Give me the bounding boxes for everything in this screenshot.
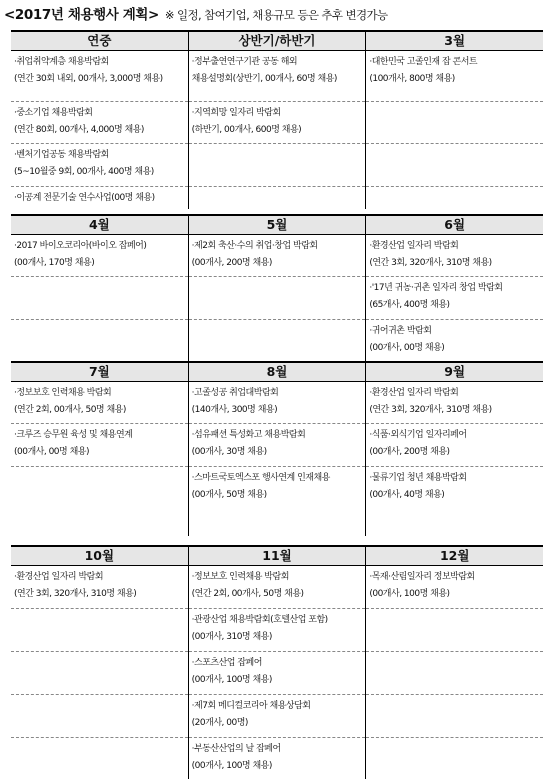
event-detail: (100개사, 800명 채용) [369,74,455,84]
table-body [11,51,543,209]
event-cell [11,144,188,187]
period-column [189,235,367,363]
period-header: 10월 [11,547,189,565]
event-detail: (00개사, 00명 채용) [369,343,445,353]
event-cell [189,467,366,510]
period-header: 연중 [11,32,189,50]
event-cell [189,424,366,467]
event-detail: (하반기, 00개사, 600명 채용) [191,125,302,135]
event-cell [366,382,543,424]
event-name: ·취업취약계층 채용박람회 [14,57,109,67]
event-name: ·환경산업 일자리 박람회 [369,388,459,398]
event-cell [189,738,366,779]
event-cell [189,102,366,144]
period-column [11,235,189,363]
event-name: ·식품·외식기업 일자리페어 [369,430,467,440]
period-column [11,566,189,779]
event-cell [11,382,188,424]
event-detail: (5~10월중 9회, 00개사, 400명 채용) [14,167,154,177]
event-name: ·관광산업 채용박람회(호텔산업 포함) [191,615,328,625]
period-column [189,51,367,209]
event-cell [11,51,188,102]
event-detail: (연간 30회 내외, 00개사, 3,000명 채용) [14,74,163,84]
event-cell [189,187,366,209]
period-column [366,382,543,536]
event-cell [366,652,543,695]
period-header: 9월 [444,364,466,379]
event-cell [366,467,543,510]
event-detail: (연간 3회, 320개사, 310명 채용) [14,589,137,599]
period-column [366,51,543,209]
event-name: ·부동산산업의 날 잡페어 [191,744,281,754]
event-cell [11,187,188,209]
event-cell [11,566,188,609]
event-cell [189,320,366,363]
event-name: ·대한민국 고졸인재 잡 콘서트 [369,57,478,67]
period-column [11,382,189,536]
event-cell [11,277,188,320]
event-detail: (65개사, 400명 채용) [369,300,450,310]
page-title: <2017년 채용행사 계획> [4,7,159,23]
event-cell [11,652,188,695]
table-header-row [11,545,543,566]
event-name: ·정보보호 인력채용 박람회 [191,572,289,582]
event-cell [189,51,366,102]
event-cell [189,695,366,738]
event-name: ·목재·산림일자리 정보박람회 [369,572,475,582]
event-cell [189,235,366,277]
event-cell [366,695,543,738]
table-body [11,382,543,536]
event-name: ·귀어귀촌 박람회 [369,326,432,336]
period-header: 4월 [11,216,189,234]
event-cell [11,320,188,363]
event-detail: (00개사, 200명 채용) [191,258,272,268]
period-header: 6월 [444,217,466,232]
event-cell [189,652,366,695]
event-cell [11,424,188,467]
event-cell [189,609,366,652]
schedule-table-3 [11,361,543,536]
event-name: ·스마트국토엑스포 행사연계 인재채용 [191,473,330,483]
event-cell [366,738,543,779]
event-detail: (20개사, 00명) [191,718,248,728]
period-header: 8월 [189,363,367,381]
event-name: ·이공계 전문기술 연수사업(00명 채용) [14,193,155,203]
event-detail: (00개사, 100명 채용) [191,675,272,685]
event-detail: (00개사, 40명 채용) [369,490,445,500]
event-detail: (연간 3회, 320개사, 310명 채용) [369,405,492,415]
event-name: ·환경산업 일자리 박람회 [369,241,459,251]
event-detail: (00개사, 00명 채용) [14,447,89,457]
table-header-row [11,30,543,51]
period-column [11,51,189,209]
event-name: ·'17년 귀농·귀촌 일자리 창업 박람회 [369,283,503,293]
period-header: 상반기/하반기 [189,32,367,50]
event-detail: (00개사, 310명 채용) [191,632,272,642]
event-cell [366,277,543,320]
event-cell [366,235,543,277]
schedule-table-4 [11,545,543,779]
table-body [11,235,543,363]
event-cell [366,609,543,652]
event-name: ·2017 바이오코리아(바이오 잡페어) [14,241,147,251]
event-name: ·정보보호 인력채용 박람회 [14,388,112,398]
period-column [366,566,543,779]
schedule-table-2 [11,214,543,363]
event-cell [366,424,543,467]
period-header: 7월 [11,363,189,381]
event-name: ·제2회 축산·수의 취업·창업 박람회 [191,241,318,251]
event-name: ·섬유패션 특성화고 채용박람회 [191,430,306,440]
event-detail: (연간 2회, 00개사, 50명 채용) [191,589,304,599]
period-header: 3월 [444,33,466,48]
event-cell [366,102,543,144]
event-cell [366,144,543,187]
event-cell [366,320,543,363]
period-column [189,382,367,536]
event-name: ·제7회 메디컬코리아 채용상담회 [191,701,311,711]
event-name: ·고졸성공 취업대박람회 [191,388,279,398]
event-cell [189,382,366,424]
schedule-table-1 [11,30,543,209]
event-name: ·지역희망 일자리 박람회 [191,108,281,118]
event-detail: (연간 3회, 320개사, 310명 채용) [369,258,492,268]
event-name: ·환경산업 일자리 박람회 [14,572,104,582]
event-name: ·중소기업 채용박람회 [14,108,93,118]
table-header-row [11,214,543,235]
event-cell [189,566,366,609]
event-cell [189,277,366,320]
event-detail: (연간 2회, 00개사, 50명 채용) [14,405,126,415]
event-detail: (00개사, 170명 채용) [14,258,95,268]
event-cell [11,695,188,738]
event-detail: (00개사, 100명 채용) [369,589,450,599]
event-name: ·물류기업 청년 채용박람회 [369,473,467,483]
period-header: 11월 [189,547,367,565]
event-cell [189,144,366,187]
event-name: ·크루즈 승무원 육성 및 채용연계 [14,430,133,440]
event-cell [11,738,188,779]
period-header: 12월 [439,548,470,563]
event-name: ·벤처기업공동 채용박람회 [14,150,109,160]
change-notice: ※ 일정, 참여기업, 채용규모 등은 추후 변경가능 [164,8,388,22]
event-name: ·정부출연연구기관 공동 해외 [191,57,298,67]
event-detail: (140개사, 300명 채용) [191,405,278,415]
page-title-row [4,3,552,23]
event-cell [11,102,188,144]
event-detail: (00개사, 50명 채용) [191,490,267,500]
event-detail: (00개사, 200명 채용) [369,447,450,457]
event-name: ·스포츠산업 잡페어 [191,658,262,668]
period-column [366,235,543,363]
event-cell [366,51,543,102]
event-cell [366,187,543,209]
event-cell [11,609,188,652]
table-body [11,566,543,779]
event-detail: 채용설명회(상반기, 00개사, 60명 채용) [191,74,337,84]
event-cell [11,235,188,277]
event-cell [11,467,188,510]
event-detail: (연간 80회, 00개사, 4,000명 채용) [14,125,144,135]
event-detail: (00개사, 30명 채용) [191,447,267,457]
period-header: 5월 [189,216,367,234]
event-cell [366,566,543,609]
period-column [189,566,367,779]
table-header-row [11,361,543,382]
event-detail: (00개사, 100명 채용) [191,761,272,771]
